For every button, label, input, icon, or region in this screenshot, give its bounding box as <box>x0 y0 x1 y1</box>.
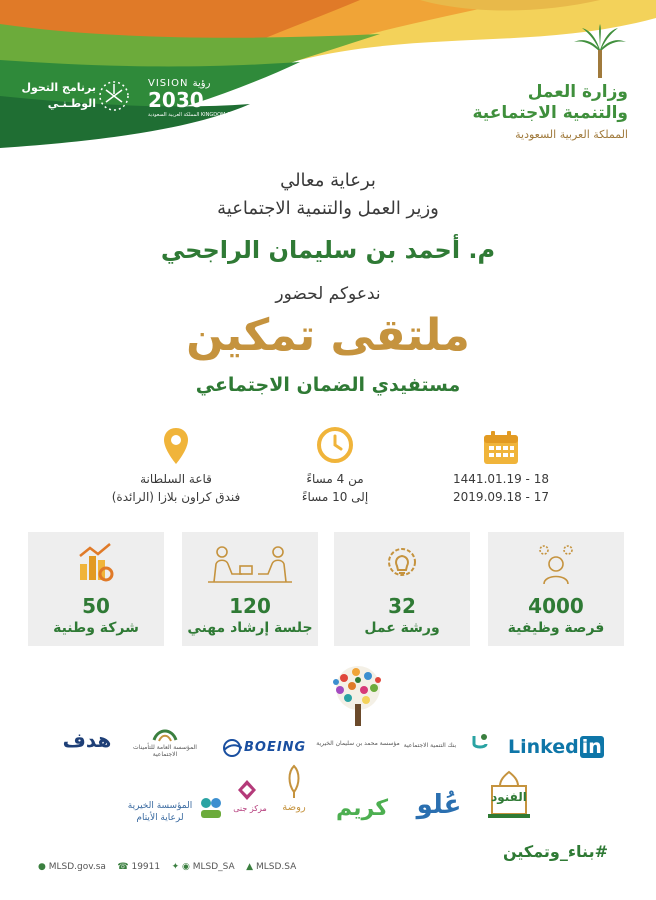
vision-year: 2030 <box>148 88 204 112</box>
minister-title: وزير العمل والتنمية الاجتماعية <box>217 198 439 219</box>
twitter-icon: ✦ <box>171 862 180 872</box>
stat-card-counseling <box>182 532 318 646</box>
ministry-name-line2: والتنمية الاجتماعية <box>472 103 628 123</box>
venue-info <box>96 470 256 506</box>
calendar-icon <box>482 430 520 466</box>
hadaf-text: هدف <box>62 728 112 752</box>
phone-number[interactable]: 19911 <box>131 862 161 872</box>
stat-label: ورشة عمل <box>364 620 440 636</box>
stat-label: جلسة إرشاد مهني <box>187 620 313 636</box>
ensan-name: المؤسسة الخيرية لرعاية الأيتام <box>127 801 193 823</box>
social-handle-twitter-instagram[interactable]: MLSD_SA <box>192 862 235 872</box>
date-gregorian: 2019.09.18 - 17 <box>453 490 549 504</box>
linkedin-logo <box>508 736 604 760</box>
foundation-name: مؤسسة محمد بن سليمان الخيرية <box>316 740 400 747</box>
gosi-emblem-icon <box>152 726 178 744</box>
ntp-line1: برنامج التحول <box>21 81 96 94</box>
phone-icon: ☎ <box>117 862 129 872</box>
rowdah-emblem-icon <box>284 764 304 800</box>
instagram-icon: ◉ <box>182 862 190 872</box>
gosi-name: المؤسسة العامة للتأمينات الاجتماعية <box>133 744 197 758</box>
stat-card-workshops <box>334 532 470 646</box>
snapchat-handle[interactable]: MLSD.SA <box>255 862 297 872</box>
time-to: إلى 10 مساءً <box>301 490 369 504</box>
patronage-line: برعاية معالي <box>280 170 376 191</box>
venue-hotel: فندق كراون بلازا (الرائدة) <box>111 490 241 504</box>
venue-hall: قاعة السلطانة <box>140 472 212 486</box>
saudi-emblem-icon <box>96 78 132 114</box>
companies-icon <box>76 542 116 584</box>
boeing-text: BOEING <box>244 740 307 755</box>
ministry-country: المملكة العربية السعودية <box>515 128 628 141</box>
stat-card-jobs <box>488 532 624 646</box>
location-pin-icon <box>162 426 190 466</box>
ministry-name-line1: وزارة العمل <box>527 82 628 102</box>
event-subtitle: مستفيدي الضمان الاجتماعي <box>195 374 461 396</box>
stat-value: 4000 <box>528 594 584 618</box>
ministry-logo-text <box>448 82 628 145</box>
foundation-tree-logo <box>322 664 394 738</box>
sdb-name: بنك التنمية الاجتماعية <box>403 742 457 749</box>
linkedin-text: Linked <box>508 736 579 758</box>
event-name: ملتقى تمكين <box>186 310 470 361</box>
national-transformation-program-logo <box>18 80 96 112</box>
rowdah-name: روضة <box>282 802 306 813</box>
jobs-icon <box>530 542 582 586</box>
ntp-line2: الوطـنـي <box>47 97 96 110</box>
minister-name: م. أحمد بن سليمان الراجحي <box>160 236 496 264</box>
stat-value: 50 <box>82 594 110 618</box>
olw-logo: عُلو <box>416 790 462 820</box>
stat-label: فرصة وظيفية <box>507 620 605 636</box>
snapchat-icon: ▲ <box>246 862 254 872</box>
website[interactable]: MLSD.gov.sa <box>48 862 106 872</box>
vision-title: VISION رؤية <box>148 78 211 89</box>
stat-value: 32 <box>388 594 416 618</box>
contact-footer <box>38 862 296 872</box>
sdb-emblem-icon <box>470 732 490 752</box>
stat-value: 120 <box>229 594 271 618</box>
invite-line: ندعوكم لحضور <box>275 284 381 304</box>
date-hijri: 1441.01.19 - 18 <box>453 472 549 486</box>
counseling-icon <box>202 542 298 588</box>
kareem-logo: كريم <box>336 796 388 821</box>
ensan-emblem-icon <box>198 796 224 820</box>
date-info <box>420 470 582 506</box>
hadaf-logo <box>62 728 112 752</box>
clock-icon <box>316 426 354 464</box>
jana-name: مركز جنى <box>233 804 267 813</box>
stat-label: شركة وطنية <box>53 620 139 636</box>
workshop-icon <box>382 542 422 584</box>
vision-subtitle: المملكة العربية السعودية KINGDOM OF SAUDI ARABIA <box>148 112 272 118</box>
boeing-emblem-icon <box>222 738 242 758</box>
linkedin-in-badge: in <box>581 736 602 758</box>
web-icon: ● <box>38 862 46 872</box>
palm-logo-icon <box>572 22 628 82</box>
alfunood-name: الفنود <box>491 790 527 804</box>
stat-card-companies <box>28 532 164 646</box>
hashtag: #بناء_وتمكين <box>502 842 608 861</box>
time-info <box>270 470 400 506</box>
time-from: من 4 مساءً <box>306 472 364 486</box>
jana-emblem-icon <box>236 778 258 802</box>
